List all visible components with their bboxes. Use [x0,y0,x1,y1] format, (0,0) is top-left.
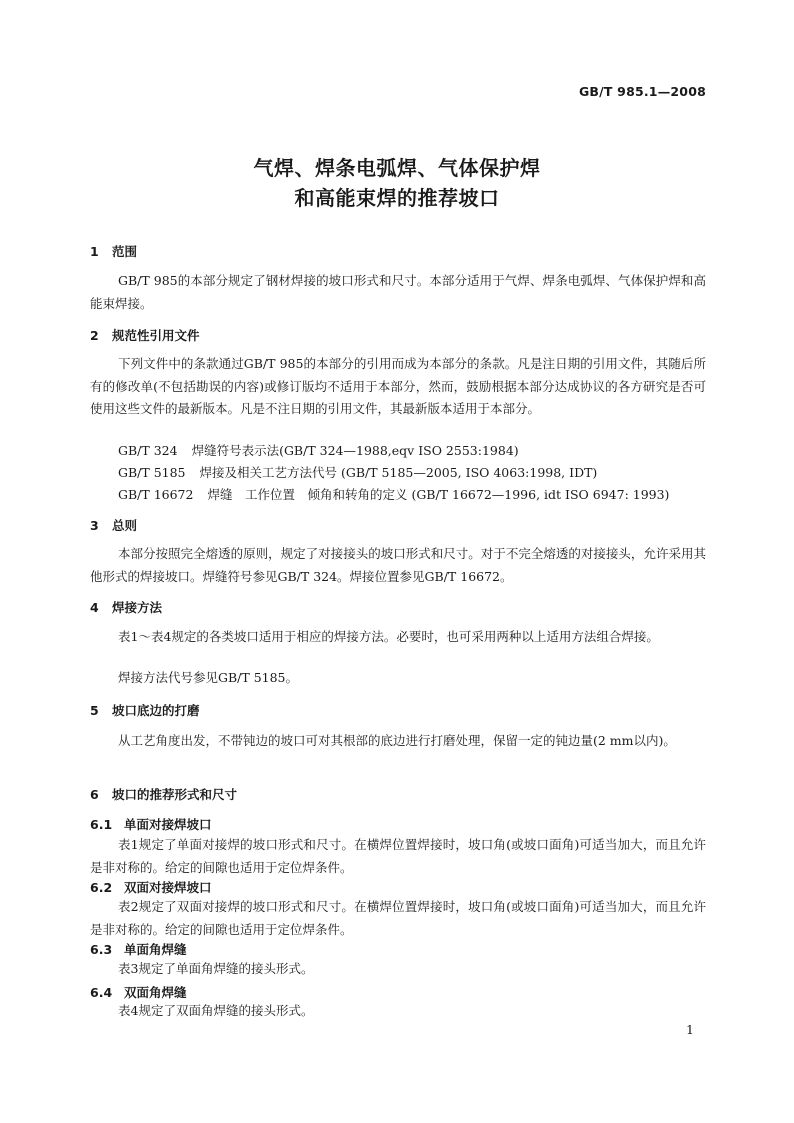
reference-item [118,463,611,481]
reference-title: 焊接及相关工艺方法代号 (GB/T 5185—2005, ISO 4063:1998, IDT) [199,465,598,480]
section-number: 6.2 [90,880,113,895]
section-number: 5 [90,703,99,718]
section-number: 2 [90,328,99,343]
section-number: 6.1 [90,817,113,832]
document-title-line2: 和高能束焊的推荐坡口 [294,186,500,210]
section-3-paragraph: 本部分按照完全熔透的原则，规定了对接接头的坡口形式和尺寸。对于不完全熔透的对接接头，允许采用其他形式的焊接坡口。焊缝符号参见GB/T 324。焊接位置参见GB/T 16672。 [90,546,706,584]
section-6-2-paragraph: 表2规定了双面对接焊的坡口形式和尺寸。在横焊位置焊接时，坡口角(或坡口面角)可适当加大，而且允许是非对称的。给定的间隙也适用于定位焊条件。 [90,899,706,937]
section-title: 双面对接焊坡口 [124,880,212,895]
reference-code: GB/T 5185 [118,465,186,480]
reference-title: 焊缝符号表示法(GB/T 324—1988,eqv ISO 2553:1984) [191,443,519,458]
section-3-heading [90,516,137,534]
section-2-paragraph: 下列文件中的条款通过GB/T 985的本部分的引用而成为本部分的条款。凡是注日期的引用文件，其随后所有的修改单(不包括勘误的内容)或修订版均不适用于本部分，然而，鼓励根据本部分达成协议的各方研究是否可使用这些文件的最新版本。凡是不注日期的引用文件，其最新版本适用于本部分。 [90,356,706,416]
section-number: 6 [90,787,99,802]
section-6-1-paragraph: 表1规定了单面对接焊的坡口形式和尺寸。在横焊位置焊接时，坡口角(或坡口面角)可适当加大，而且允许是非对称的。给定的间隙也适用于定位焊条件。 [90,837,706,875]
section-number: 1 [90,244,99,259]
reference-code: GB/T 16672 [118,487,194,502]
section-number: 6.4 [90,985,113,1000]
reference-item [118,485,683,503]
section-4-paragraph: 表1～表4规定的各类坡口适用于相应的焊接方法。必要时，也可采用两种以上适用方法组合焊接。 [118,629,659,644]
section-2-heading [90,326,200,344]
reference-item [118,441,533,459]
section-6-4-heading [90,983,187,1001]
section-title: 规范性引用文件 [112,328,200,343]
section-number: 4 [90,600,99,615]
section-6-heading [90,785,237,803]
section-title: 单面角焊缝 [124,942,187,957]
standard-number: GB/T 985.1—2008 [578,84,706,99]
section-title: 坡口的推荐形式和尺寸 [112,787,238,802]
section-5-heading [90,701,200,719]
section-6-3-paragraph: 表3规定了单面角焊缝的接头形式。 [118,961,314,976]
section-title: 单面对接焊坡口 [124,817,212,832]
section-title: 焊接方法 [112,600,163,615]
section-4-heading [90,598,162,616]
section-number: 3 [90,518,99,533]
section-title: 坡口底边的打磨 [112,703,200,718]
reference-title: 焊缝 工作位置 倾角和转角的定义 (GB/T 16672—1996, idt ISO 6947: 1993) [207,487,670,502]
section-title: 总则 [112,518,138,533]
section-number: 6.3 [90,942,113,957]
document-title-line1: 气焊、焊条电弧焊、气体保护焊 [253,156,541,180]
section-6-4-paragraph: 表4规定了双面角焊缝的接头形式。 [118,1003,314,1018]
section-1-paragraph: GB/T 985的本部分规定了钢材焊接的坡口形式和尺寸。本部分适用于气焊、焊条电弧焊、气体保护焊和高能束焊接。 [90,273,706,311]
reference-code: GB/T 324 [118,443,178,458]
section-title: 双面角焊缝 [124,985,187,1000]
section-5-paragraph: 从工艺角度出发，不带钝边的坡口可对其根部的底边进行打磨处理，保留一定的钝边量(2 mm以内)。 [118,733,676,748]
section-6-1-heading [90,815,212,833]
section-4-paragraph-2: 焊接方法代号参见GB/T 5185。 [118,670,299,685]
section-6-2-heading [90,878,212,896]
section-6-3-heading [90,940,187,958]
section-title: 范围 [112,244,138,259]
section-1-heading [90,242,137,260]
page-number: 1 [686,1022,694,1037]
